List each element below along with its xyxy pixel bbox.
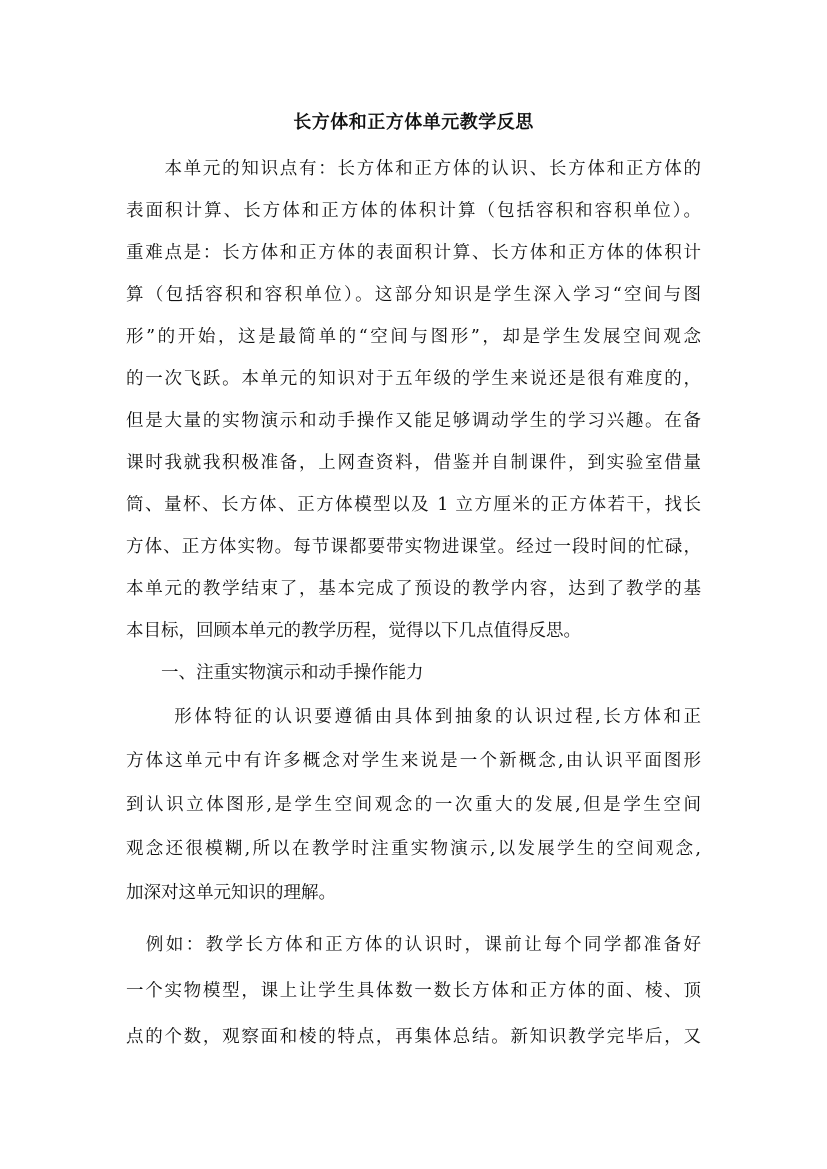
- paragraph-1-line-5: 形”的开始，这是最简单的“空间与图形”，却是学生发展空间观念: [126, 327, 701, 347]
- paragraph-1-line-2: 表面积计算、长方体和正方体的体积计算（包括容积和容积单位）。: [126, 201, 701, 221]
- paragraph-1-line-7: 但是大量的实物演示和动手操作又能足够调动学生的学习兴趣。在备: [126, 411, 701, 431]
- paragraph-1-line-9: 筒、量杯、长方体、正方体模型以及 1 立方厘米的正方体若干，找长: [126, 495, 701, 515]
- paragraph-1-line-8: 课时我就我积极准备，上网查资料，借鉴并自制课件，到实验室借量: [126, 453, 701, 473]
- paragraph-2-line-4: 观念还很模糊,所以在教学时注重实物演示,以发展学生的空间观念,: [126, 839, 701, 859]
- paragraph-1-line-11: 本单元的教学结束了，基本完成了预设的教学内容，达到了教学的基: [126, 579, 701, 599]
- paragraph-1-line-3: 重难点是：长方体和正方体的表面积计算、长方体和正方体的体积计: [126, 243, 701, 263]
- paragraph-2-line-2: 方体这单元中有许多概念对学生来说是一个新概念,由认识平面图形: [126, 751, 701, 771]
- paragraph-3-line-3: 点的个数，观察面和棱的特点，再集体总结。新知识教学完毕后，又: [126, 1027, 701, 1047]
- paragraph-3-line-2: 一个实物模型，课上让学生具体数一数长方体和正方体的面、棱、顶: [126, 981, 701, 1001]
- paragraph-1-line-1: 本单元的知识点有：长方体和正方体的认识、长方体和正方体的: [126, 159, 701, 179]
- paragraph-2-line-3: 到认识立体图形,是学生空间观念的一次重大的发展,但是学生空间: [126, 795, 701, 815]
- paragraph-1-line-4: 算（包括容积和容积单位）。这部分知识是学生深入学习“空间与图: [126, 285, 701, 305]
- document-title: 长方体和正方体单元教学反思: [293, 112, 534, 133]
- paragraph-1-line-12: 本目标，回顾本单元的教学历程，觉得以下几点值得反思。: [126, 621, 581, 641]
- paragraph-1-line-6: 的一次飞跃。本单元的知识对于五年级的学生来说还是很有难度的，: [126, 369, 701, 389]
- paragraph-3-line-1: 例如：教学长方体和正方体的认识时，课前让每个同学都准备好: [126, 935, 701, 955]
- paragraph-2-line-5: 加深对这单元知识的理解。: [126, 883, 336, 903]
- paragraph-2-line-1: 形体特征的认识要遵循由具体到抽象的认识过程,长方体和正: [126, 707, 701, 727]
- section-heading-1: 一、注重实物演示和动手操作能力: [126, 663, 424, 683]
- paragraph-1-line-10: 方体、正方体实物。每节课都要带实物进课堂。经过一段时间的忙碌，: [126, 537, 701, 557]
